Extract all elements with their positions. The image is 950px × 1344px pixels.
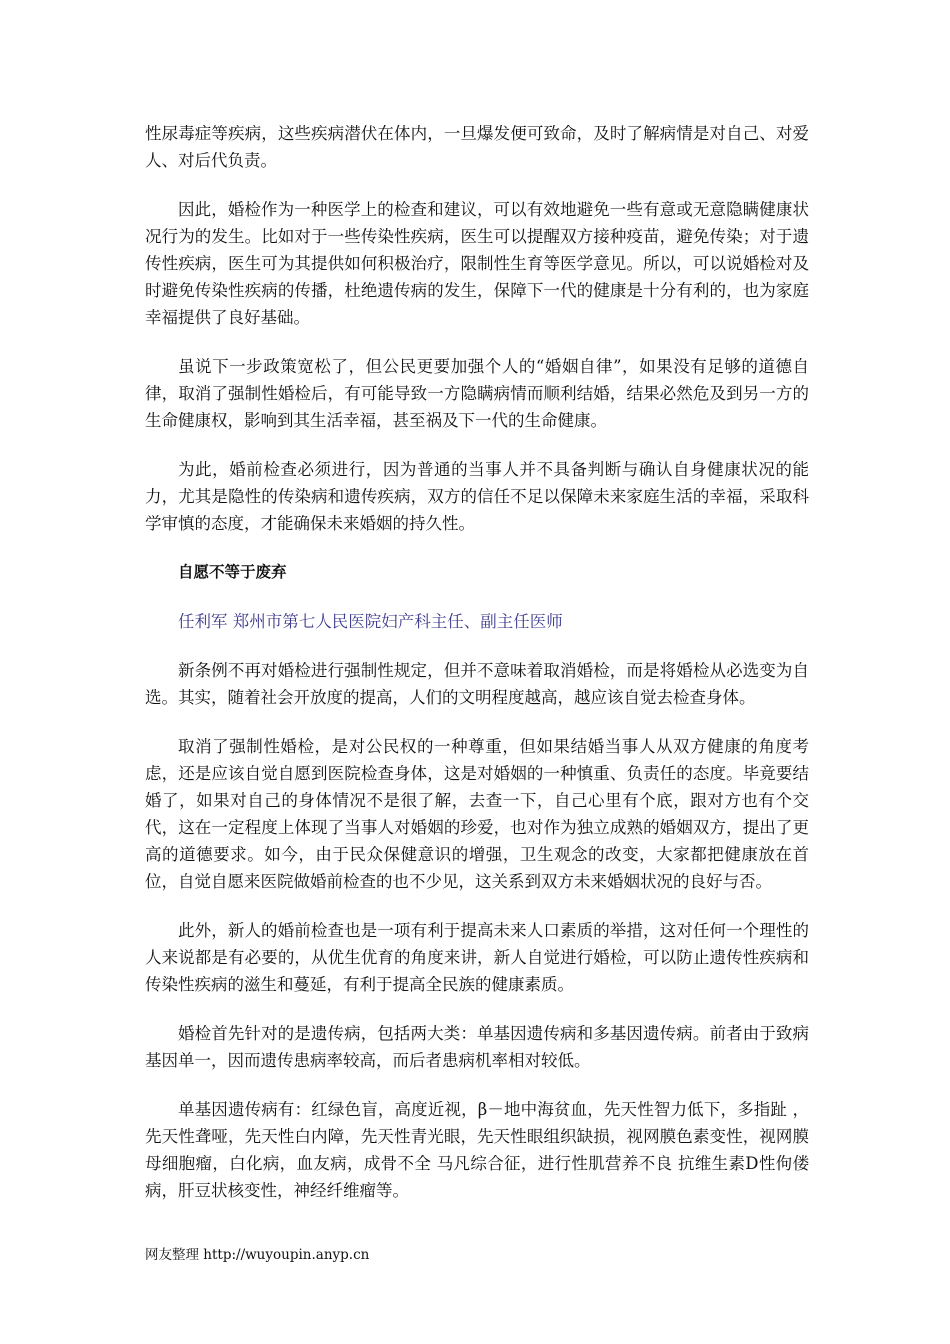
paragraph-8: 婚检首先针对的是遗传病，包括两大类：单基因遗传病和多基因遗传病。前者由于致病基因单一，因而遗传患病率较高，而后者患病机率相对较低。 xyxy=(145,1024,809,1070)
section-heading: 自愿不等于废弃 xyxy=(178,563,287,581)
page-footer: 网友整理 http://wuyoupin.anyp.cn xyxy=(145,1247,370,1263)
paragraph-9: 单基因遗传病有：红绿色盲，高度近视，β－地中海贫血，先天性智力低下，多指趾 ，先天性聋哑，先天性白内障，先天性青光眼，先天性眼组织缺损，视网膜色素变性，视网膜母细胞瘤，白化病，血友病，成骨不全 马凡综合征，进行性肌营养不良 抗维生素D性佝偻病，肝豆状核变性，神经纤维瘤等。 xyxy=(145,1100,809,1200)
paragraph-4: 为此，婚前检查必须进行，因为普通的当事人并不具备判断与确认自身健康状况的能力，尤其是隐性的传染病和遗传疾病，双方的信任不足以保障未来家庭生活的幸福，采取科学审慎的态度，才能确保未来婚姻的持久性。 xyxy=(145,460,809,533)
paragraph-5: 新条例不再对婚检进行强制性规定，但并不意味着取消婚检，而是将婚检从必选变为自选。其实，随着社会开放度的提高，人们的文明程度越高，越应该自觉去检查身体。 xyxy=(145,661,809,707)
author-byline: 任利军 郑州市第七人民医院妇产科主任、副主任医师 xyxy=(178,612,563,631)
paragraph-1: 性尿毒症等疾病，这些疾病潜伏在体内，一旦爆发便可致命，及时了解病情是对自己、对爱人、对后代负责。 xyxy=(145,124,809,170)
paragraph-3: 虽说下一步政策宽松了，但公民更要加强个人的“婚姻自律”，如果没有足够的道德自律，取消了强制性婚检后，有可能导致一方隐瞒病情而顺利结婚，结果必然危及到另一方的生命健康权，影响到其生活幸福，甚至祸及下一代的生命健康。 xyxy=(145,357,809,430)
article-body xyxy=(145,120,809,1226)
paragraph-2: 因此，婚检作为一种医学上的检查和建议，可以有效地避免一些有意或无意隐瞒健康状况行为的发生。比如对于一些传染性疾病，医生可以提醒双方接种疫苗，避免传染；对于遗传性疾病，医生可为其提供如何积极治疗，限制性生育等医学意见。所以，可以说婚检对及时避免传染性疾病的传播，杜绝遗传病的发生，保障下一代的健康是十分有利的，也为家庭幸福提供了良好基础。 xyxy=(145,200,809,327)
paragraph-6: 取消了强制性婚检，是对公民权的一种尊重，但如果结婚当事人从双方健康的角度考虑，还是应该自觉自愿到医院检查身体，这是对婚姻的一种慎重、负责任的态度。毕竟要结婚了，如果对自己的身体情况不是很了解，去查一下，自己心里有个底，跟对方也有个交代，这在一定程度上体现了当事人对婚姻的珍爱，也对作为独立成熟的婚姻双方，提出了更高的道德要求。如今，由于民众保健意识的增强，卫生观念的改变，大家都把健康放在首位，自觉自愿来医院做婚前检查的也不少见，这关系到双方未来婚姻状况的良好与否。 xyxy=(145,737,809,891)
paragraph-7: 此外，新人的婚前检查也是一项有利于提高未来人口素质的举措，这对任何一个理性的人来说都是有必要的，从优生优育的角度来讲，新人自觉进行婚检，可以防止遗传性疾病和传染性疾病的滋生和蔓延，有利于提高全民族的健康素质。 xyxy=(145,921,809,994)
